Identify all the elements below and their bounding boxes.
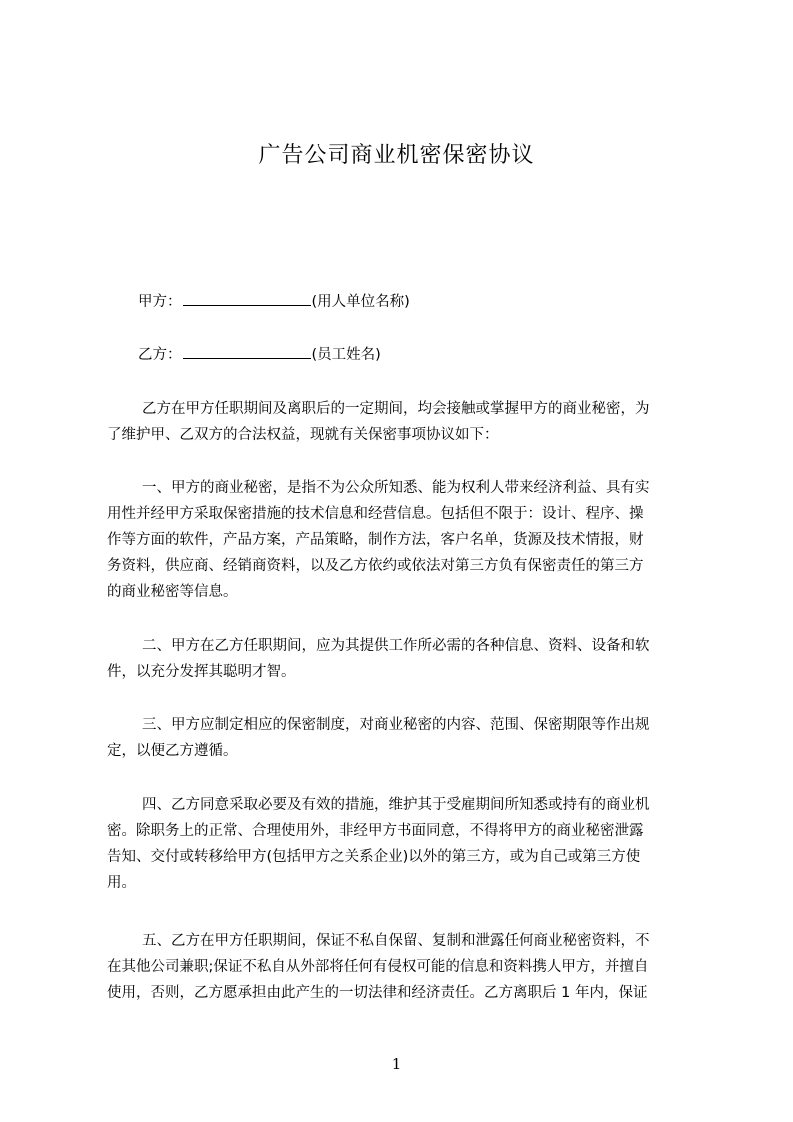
paragraph-clause-3 xyxy=(107,712,700,764)
paragraph-line: 五、乙方在甲方任职期间，保证不私自保留、复制和泄露任何商业秘密资料，不 xyxy=(142,933,650,949)
paragraph-line: 告知、交付或转移给甲方(包括甲方之关系企业)以外的第三方，或为自己或第三方使 xyxy=(107,849,641,865)
paragraph-line: 件，以充分发挥其聪明才智。 xyxy=(107,664,296,680)
party-b-line xyxy=(138,343,381,366)
party-a-note: (用人单位名称) xyxy=(311,294,410,310)
paragraph-line: 密。除职务上的正常、合理使用外，非经甲方书面同意，不得将甲方的商业秘密泄露 xyxy=(107,823,644,839)
paragraph-line: 用性并经甲方采取保密措施的技术信息和经营信息。包括但不限于：设计、程序、操 xyxy=(107,506,644,522)
paragraph-clause-5 xyxy=(107,928,700,1006)
paragraph-line: 使用，否则，乙方愿承担由此产生的一切法律和经济责任。乙方离职后 1 年内，保证 xyxy=(107,985,648,1001)
party-b-label: 乙方： xyxy=(138,347,182,363)
paragraph-line: 四、乙方同意采取必要及有效的措施，维护其于受雇期间所知悉或持有的商业机 xyxy=(142,797,650,813)
party-b-note: (员工姓名) xyxy=(311,347,381,363)
paragraph-line: 务资料，供应商、经销商资料，以及乙方依约或依法对第三方负有保密责任的第三方 xyxy=(107,558,644,574)
paragraph-line: 在其他公司兼职;保证不私自从外部将任何有侵权可能的信息和资料携人甲方，并擅自 xyxy=(107,959,649,975)
paragraph-intro xyxy=(107,396,700,448)
paragraph-line: 了维护甲、乙双方的合法权益，现就有关保密事项协议如下： xyxy=(107,427,499,443)
party-a-label: 甲方： xyxy=(138,294,182,310)
paragraph-line: 一、甲方的商业秘密，是指不为公众所知悉、能为权利人带来经济利益、具有实 xyxy=(142,480,650,496)
paragraph-line: 定，以便乙方遵循。 xyxy=(107,743,238,759)
paragraph-clause-2 xyxy=(107,633,700,685)
paragraph-clause-1 xyxy=(107,475,700,605)
paragraph-line: 作等方面的软件，产品方案，产品策略，制作方法，客户名单，货源及技术情报，财 xyxy=(107,532,644,548)
paragraph-line: 乙方在甲方任职期间及离职后的一定期间，均会接触或掌握甲方的商业秘密，为 xyxy=(142,401,650,417)
party-b-blank-field xyxy=(183,343,311,359)
paragraph-line: 的商业秘密等信息。 xyxy=(107,584,238,600)
page-number: 1 xyxy=(391,1055,402,1073)
document-title: 广告公司商业机密保密协议 xyxy=(258,143,535,168)
party-a-blank-field xyxy=(183,290,311,306)
party-a-line xyxy=(138,290,410,313)
paragraph-line: 二、甲方在乙方任职期间，应为其提供工作所必需的各种信息、资料、设备和软 xyxy=(142,638,650,654)
paragraph-line: 三、甲方应制定相应的保密制度，对商业秘密的内容、范围、保密期限等作出规 xyxy=(142,717,650,733)
paragraph-line: 用。 xyxy=(107,875,136,891)
paragraph-clause-4 xyxy=(107,792,700,896)
